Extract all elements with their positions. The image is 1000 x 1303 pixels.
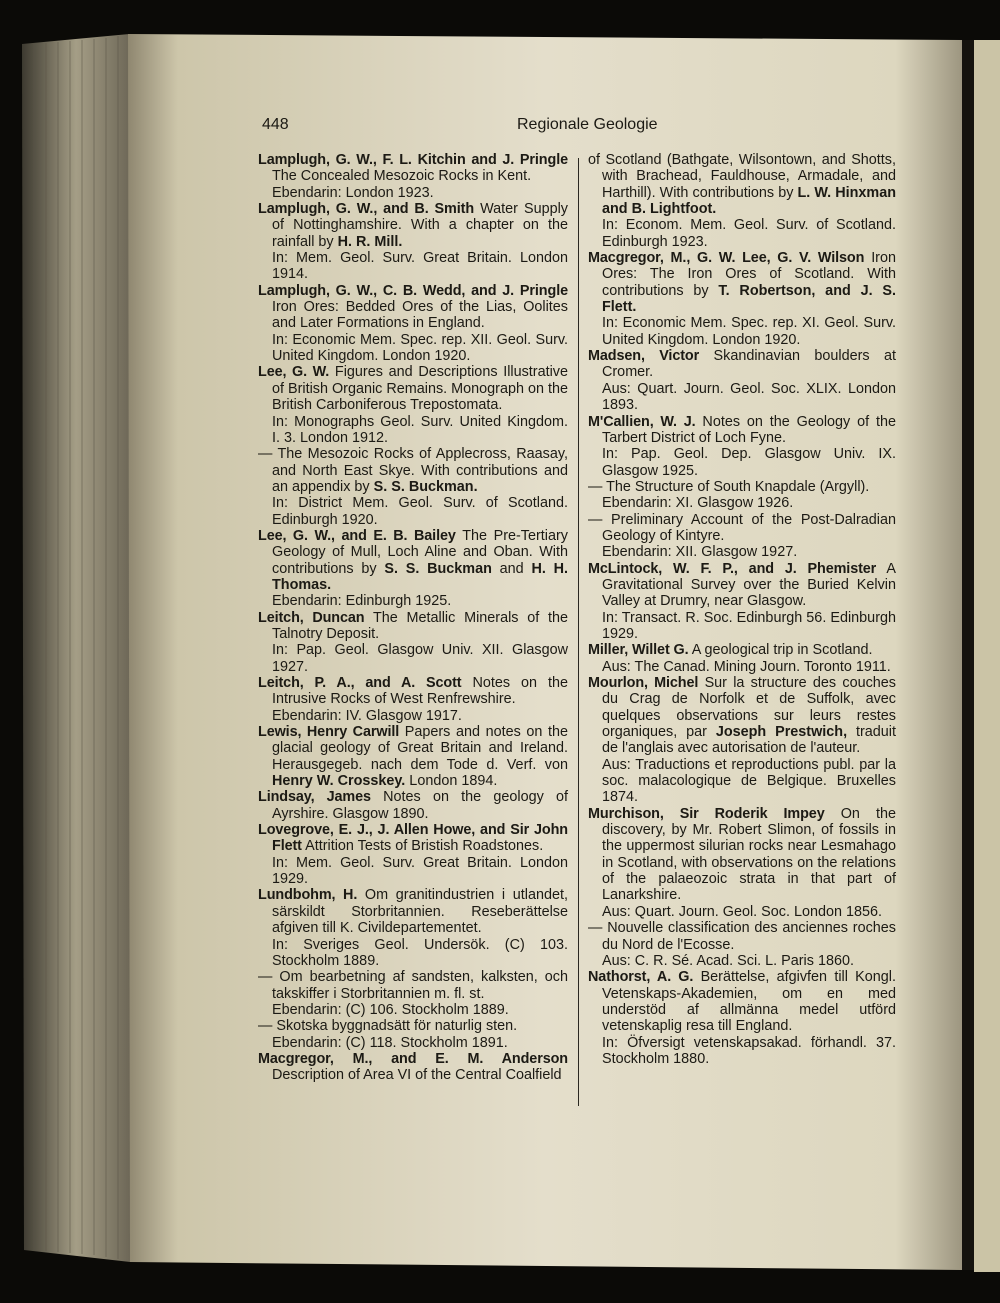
entry-contributor: S. S. Buckman: [384, 560, 492, 577]
entry-title: Skandinavian boulders at Cromer.: [602, 348, 896, 381]
entry-author: Macgregor, M., G. W. Lee, G. V. Wilson: [588, 250, 865, 267]
entry-author: Lamplugh, G. W., C. B. Wedd, and J. Pringle: [258, 282, 568, 299]
entry-author: Madsen, Victor: [588, 348, 700, 365]
entry-author: Miller, Willet G.: [588, 642, 689, 659]
entry-title: Sur la structure des couches du Crag de Norfolk et de Suffolk, avec quelques observations sur leurs restes organiques, par: [602, 675, 896, 741]
entry-author: Lamplugh, G. W., F. L. Kitchin and J. Pringle: [258, 152, 568, 168]
bibliography-entry: [258, 610, 568, 675]
entry-title: Iron Ores: Bedded Ores of the Lias, Oolites and Later Formations in England.: [272, 299, 568, 332]
entry-source: Ebendarin: XI. Glasgow 1926.: [602, 495, 794, 512]
entry-author: —: [258, 1018, 273, 1035]
entry-source: Ebendarin: (C) 106. Stockholm 1889.: [272, 1001, 509, 1018]
entry-author: McLintock, W. F. P., and J. Phemister: [588, 560, 877, 577]
entry-title: The Metallic Minerals of the Talnotry Deposit.: [272, 609, 568, 642]
bibliography-entry: [588, 479, 896, 512]
entry-title: The Pre-Tertiary Geology of Mull, Loch Aline and Oban. With contributions by: [272, 527, 568, 577]
entry-contributor: T. Robertson, and J. S. Flett.: [602, 282, 896, 316]
entry-author: Nathorst, A. G.: [588, 969, 694, 986]
bibliography-entry: [258, 789, 568, 822]
bibliography-entry: [258, 724, 568, 789]
entry-title: The Mesozoic Rocks of Applecross, Raasay, and North East Skye. With contributions and an appendix by: [272, 446, 568, 495]
bibliography-entry: [588, 675, 896, 806]
bibliography-entry: [588, 920, 896, 969]
entry-title: On the discovery, by Mr. Robert Slimon, of fossils in the uppermost silurian rocks near Lesmahago in Scotland, with observations on the relations of the palaeozoic strata in that part of Lanarkshire.: [602, 805, 896, 904]
entry-title: Notes on the geology of Ayrshire. Glasgow 1890.: [272, 789, 569, 822]
entry-contributor: S. S. Buckman.: [373, 478, 478, 495]
entry-author: Lamplugh, G. W., and B. Smith: [258, 201, 475, 218]
entry-title: Iron Ores: The Iron Ores of Scotland. With contributions by: [602, 250, 896, 299]
entry-source: In: Sveriges Geol. Undersök. (C) 103. Stockholm 1889.: [272, 936, 568, 969]
entry-author: Macgregor, M., and E. M. Anderson: [258, 1050, 568, 1067]
entry-author: Lee, G. W.: [258, 364, 330, 381]
entry-source: In: Economic Mem. Spec. rep. XI. Geol. Surv. United Kingdom. London 1920.: [602, 315, 896, 348]
entry-author: Leitch, P. A., and A. Scott: [258, 675, 462, 691]
entry-source: Ebendarin: XII. Glasgow 1927.: [602, 544, 798, 561]
bibliography-entry: [258, 446, 568, 528]
bibliography-entry: [258, 675, 568, 724]
entry-source: In: Economic Mem. Spec. rep. XII. Geol. Surv. United Kingdom. London 1920.: [272, 331, 568, 365]
entry-title: The Structure of South Knapdale (Argyll).: [606, 478, 870, 495]
entry-title: Om bearbetning af sandsten, kalksten, och takskiffer i Storbritannien m. fl. st.: [272, 969, 569, 1002]
entry-source: In: Mem. Geol. Surv. Great Britain. London 1929.: [272, 854, 568, 888]
entry-author: Lundbohm, H.: [258, 887, 358, 904]
entry-source: In: Mem. Geol. Surv. Great Britain. London 1914.: [272, 250, 568, 283]
entry-author: —: [588, 920, 603, 937]
bibliography-entry: [588, 414, 896, 479]
entry-author: Leitch, Duncan: [258, 609, 365, 626]
entry-source: In: Öfversigt vetenskapsakad. förhandl. 37. Stockholm 1880.: [602, 1034, 896, 1067]
entry-source: In: Transact. R. Soc. Edinburgh 56. Edinburgh 1929.: [602, 609, 896, 642]
bibliography-entry: [258, 528, 568, 610]
bibliography-entry: [258, 1018, 568, 1051]
bibliography-entry: [258, 969, 568, 1018]
entry-contributor: L. W. Hinxman and B. Lightfoot.: [602, 184, 896, 218]
entry-source: In: Pap. Geol. Glasgow Univ. XII. Glasgow 1927.: [272, 642, 568, 675]
entry-title: Nouvelle classification des anciennes roches du Nord de l'Ecosse.: [602, 920, 896, 953]
bibliography-entry: [588, 642, 896, 675]
entry-title: Papers and notes on the glacial geology of Great Britain and Ireland. Herausgegeb. nach dem Tode d. Verf. von: [272, 724, 568, 773]
entry-source: Aus: The Canad. Mining Journ. Toronto 1911.: [602, 658, 891, 675]
entry-title: Description of Area VI of the Central Coalfield: [272, 1067, 562, 1084]
entry-title: Notes on the Intrusive Rocks of West Renfrewshire.: [272, 675, 568, 708]
entry-author: Lee, G. W., and E. B. Bailey: [258, 527, 456, 544]
entry-title: Water Supply of Nottinghamshire. With a chapter on the rainfall by: [272, 201, 569, 250]
entry-title: Berättelse, afgivfen till Kongl. Vetenskaps-Akademien, om en med understöd af allmänna medel utförd vetenskaplig resa till England.: [602, 969, 896, 1035]
page-number: 448: [262, 116, 289, 133]
entry-source: Ebendarin: Edinburgh 1925.: [272, 593, 452, 610]
entry-title: A Gravitational Survey over the Buried Kelvin Valley at Drumry, near Glasgow.: [602, 560, 896, 610]
bibliography-entry: [588, 512, 896, 561]
entry-title: Preliminary Account of the Post-Dalradian Geology of Kintyre.: [602, 511, 896, 544]
entry-author: —: [258, 446, 273, 463]
entry-title: Figures and Descriptions Illustrative of British Organic Remains. Monograph on the British Carboniferous Trepostomata.: [272, 364, 569, 414]
entry-title: Notes on the Geology of the Tarbert District of Loch Fyne.: [602, 413, 897, 446]
entry-contributor: H. H. Thomas.: [272, 560, 568, 593]
bibliography-entry: [588, 348, 896, 413]
bibliography-entry: [588, 806, 896, 920]
entry-source: In: District Mem. Geol. Surv. of Scotland. Edinburgh 1920.: [272, 495, 568, 528]
running-title: Regionale Geologie: [517, 116, 658, 133]
entry-title: and: [491, 560, 532, 577]
bibliography-entry: [258, 152, 568, 201]
bibliography-entry: [258, 1051, 568, 1084]
entry-title: Om granitindustrien i utlandet, särskildt Storbritannien. Reseberättelse afgiven till K. Civildepartementet.: [272, 887, 568, 937]
entry-title: Skotska byggnadsätt för naturlig sten.: [276, 1018, 518, 1035]
entry-author: Lindsay, James: [258, 789, 371, 806]
column-divider: [578, 158, 579, 1106]
entry-source: In: Pap. Geol. Dep. Glasgow Univ. IX. Glasgow 1925.: [602, 446, 896, 479]
entry-source: Ebendarin: (C) 118. Stockholm 1891.: [272, 1034, 508, 1051]
entry-title: of Scotland (Bathgate, Wilsontown, and Shotts, with Brachead, Fauldhouse, Armadale, and Harthill). With contributions by: [588, 152, 896, 201]
entry-contributor: H. R. Mill.: [337, 233, 403, 250]
entry-title: traduit de l'anglais avec autorisation de l'auteur.: [602, 724, 896, 757]
bibliography-entry: [258, 887, 568, 969]
entry-source: Aus: Quart. Journ. Geol. Soc. XLIX. London 1893.: [602, 380, 896, 414]
entry-title: London 1894.: [405, 773, 498, 790]
entry-author: —: [588, 478, 603, 495]
bibliography-entry: [588, 561, 896, 643]
entry-author: M'Callien, W. J.: [588, 413, 696, 430]
entry-source: In: Monographs Geol. Surv. United Kingdom. I. 3. London 1912.: [272, 413, 568, 446]
bibliography-entry: [588, 969, 896, 1067]
entry-source: Aus: Traductions et reproductions publ. par la soc. malacologique de Belgique. Bruxelles 1874.: [602, 756, 896, 806]
entry-title: A geological trip in Scotland.: [691, 642, 873, 659]
entry-source: Aus: Quart. Journ. Geol. Soc. London 1856.: [602, 903, 882, 920]
entry-title: The Concealed Mesozoic Rocks in Kent.: [272, 168, 532, 185]
bibliography-entry: [588, 250, 896, 348]
bibliography-entry: [258, 201, 568, 283]
entry-contributor: Henry W. Crosskey.: [272, 773, 406, 790]
bibliography-entry: [258, 283, 568, 365]
entry-source: In: Econom. Mem. Geol. Surv. of Scotland. Edinburgh 1923.: [602, 217, 896, 250]
entry-author: —: [258, 969, 273, 986]
right-column: [588, 152, 896, 1067]
entry-author: Lovegrove, E. J., J. Allen Howe, and Sir John Flett: [258, 822, 568, 855]
entry-author: Mourlon, Michel: [588, 675, 699, 691]
entry-source: Ebendarin: London 1923.: [272, 184, 434, 201]
entry-author: Lewis, Henry Carwill: [258, 724, 400, 741]
entry-author: Murchison, Sir Roderik Impey: [588, 805, 825, 822]
entry-author: —: [588, 511, 603, 528]
entry-source: Ebendarin: IV. Glasgow 1917.: [272, 707, 462, 724]
entry-source: Aus: C. R. Sé. Acad. Sci. L. Paris 1860.: [602, 952, 854, 969]
entry-title: Attrition Tests of Bristish Roadstones.: [305, 838, 544, 855]
bibliography-entry: [258, 364, 568, 446]
bibliography-entry: [588, 152, 896, 250]
left-column: [258, 152, 568, 1084]
bibliography-entry: [258, 822, 568, 887]
entry-contributor: Joseph Prestwich,: [715, 724, 848, 741]
